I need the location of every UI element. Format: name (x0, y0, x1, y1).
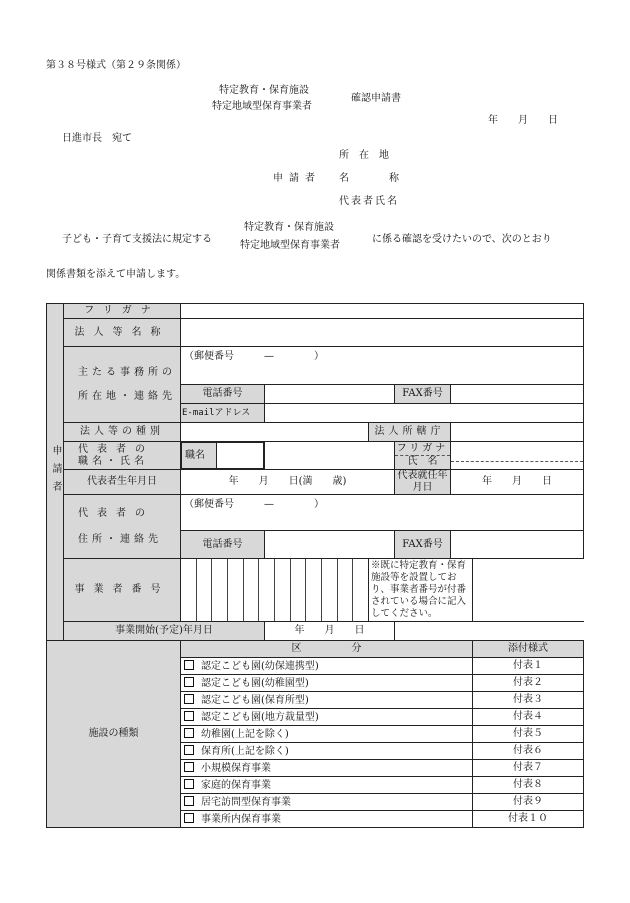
facility-form: 付表８ (473, 777, 584, 794)
checkbox-icon[interactable] (184, 694, 194, 704)
rep-position-label: 職名 (182, 443, 217, 469)
body-suffix: に係る確認を受けたいので、次のとおり (372, 234, 552, 245)
title-suffix: 確認申請書 (351, 93, 401, 104)
office-postal-field[interactable]: （郵便番号 — ） (181, 347, 584, 385)
facility-item[interactable]: 認定こども園(保育所型) (181, 692, 473, 709)
facility-item[interactable]: 認定こども園(幼稚園型) (181, 675, 473, 692)
biz-number-label: 事業者番号 (64, 559, 181, 622)
biz-number-boxes[interactable] (181, 559, 369, 622)
facility-item[interactable]: 小規模保育事業 (181, 760, 473, 777)
rep-birth-field[interactable]: 年 月 日(満 歳) (181, 470, 395, 495)
facility-form: 付表２ (473, 675, 584, 692)
office-fax-label: FAX番号 (395, 385, 451, 404)
checkbox-icon[interactable] (184, 745, 194, 755)
rep-name-labels: フリガナ 氏 名 (395, 442, 451, 470)
addressee: 日進市長 宛て (62, 133, 132, 144)
rep-start-field[interactable]: 年 月 日 (451, 470, 584, 495)
rep-tel-label: 電話番号 (181, 531, 265, 559)
start-date-field[interactable]: 年 月 日 (265, 622, 395, 641)
email-field[interactable] (265, 404, 584, 423)
furigana-label: フリガナ (64, 304, 181, 319)
body-facility-line2: 特定地域型保育事業者 (240, 240, 340, 251)
facility-item[interactable]: 保育所(上記を除く) (181, 743, 473, 760)
checkbox-icon[interactable] (184, 660, 194, 670)
jurisdiction-label: 法人所轄庁 (369, 423, 451, 442)
corp-name-label: 法人等名称 (64, 319, 181, 347)
rep-position-cell (181, 442, 265, 470)
applicant-name-label: 名 称 (339, 173, 399, 184)
rep-birth-label: 代表者生年月日 (64, 470, 181, 495)
facility-form: 付表６ (473, 743, 584, 760)
applicant-side-label: 申請者 (47, 304, 64, 641)
attached-header: 添付様式 (473, 641, 584, 658)
application-date: 年 月 日 (488, 115, 558, 126)
facility-item[interactable]: 居宅訪問型保育事業 (181, 794, 473, 811)
title-facility-line2: 特定地域型保育事業者 (212, 101, 312, 112)
office-label: 主たる事務所の 所在地・連絡先 (64, 347, 181, 423)
email-label: E-mailアドレス (181, 404, 265, 423)
rep-position-extra[interactable] (265, 442, 395, 470)
facility-form: 付表９ (473, 794, 584, 811)
applicant-address-label: 所 在 地 (339, 150, 389, 161)
office-fax-field[interactable] (451, 385, 584, 404)
facility-item[interactable]: 幼稚園(上記を除く) (181, 726, 473, 743)
rep-name-field[interactable] (451, 442, 584, 470)
facility-type-label: 施設の種類 (47, 641, 181, 828)
checkbox-icon[interactable] (184, 813, 194, 823)
office-tel-field[interactable] (265, 385, 395, 404)
rep-fax-label: FAX番号 (395, 531, 451, 559)
rep-start-label: 代表就任年月日 (395, 470, 451, 495)
body-line2: 関係書類を添えて申請します。 (46, 269, 186, 280)
checkbox-icon[interactable] (184, 796, 194, 806)
facility-item[interactable]: 事業所内保育事業 (181, 811, 473, 828)
start-date-label: 事業開始(予定)年月日 (64, 622, 265, 641)
facility-form: 付表７ (473, 760, 584, 777)
body-facility-line1: 特定教育・保育施設 (244, 222, 334, 233)
checkbox-icon[interactable] (184, 762, 194, 772)
facility-item[interactable]: 認定こども園(幼保連携型) (181, 658, 473, 675)
corp-type-field[interactable] (181, 423, 369, 442)
rep-address-label: 代表者の 住所・連絡先 (64, 495, 181, 559)
rep-tel-field[interactable] (265, 531, 395, 559)
facility-form: 付表５ (473, 726, 584, 743)
office-tel-label: 電話番号 (181, 385, 265, 404)
rep-postal-field[interactable]: （郵便番号 — ） (181, 495, 584, 531)
checkbox-icon[interactable] (184, 711, 194, 721)
facility-form: 付表１０ (473, 811, 584, 828)
application-form-table (46, 303, 584, 828)
title-facility-line1: 特定教育・保育施設 (219, 85, 309, 96)
biz-number-note: ※既に特定教育・保育施設等を設置しており、事業者番号が付番されている場合に記入してください。 (369, 559, 473, 622)
form-number: 第３８号様式（第２９条関係） (46, 60, 186, 71)
applicant-heading: 申請者 (273, 173, 321, 184)
furigana-field[interactable] (181, 304, 584, 319)
rep-fax-field[interactable] (451, 531, 584, 559)
checkbox-icon[interactable] (184, 728, 194, 738)
corp-name-field[interactable] (181, 319, 584, 347)
checkbox-icon[interactable] (184, 779, 194, 789)
body-prefix: 子ども・子育て支援法に規定する (62, 234, 212, 245)
facility-form: 付表４ (473, 709, 584, 726)
corp-type-label: 法人等の種別 (64, 423, 181, 442)
division-header: 区 分 (181, 641, 473, 658)
rep-label: 代表者の 職名・氏名 (64, 442, 181, 470)
applicant-rep-label: 代表者氏名 (339, 196, 399, 207)
start-date-blank (395, 622, 584, 641)
facility-form: 付表３ (473, 692, 584, 709)
checkbox-icon[interactable] (184, 677, 194, 687)
rep-position-field[interactable] (217, 443, 264, 469)
facility-item[interactable]: 家庭的保育事業 (181, 777, 473, 794)
jurisdiction-field[interactable] (451, 423, 584, 442)
facility-item[interactable]: 認定こども園(地方裁量型) (181, 709, 473, 726)
facility-form: 付表１ (473, 658, 584, 675)
